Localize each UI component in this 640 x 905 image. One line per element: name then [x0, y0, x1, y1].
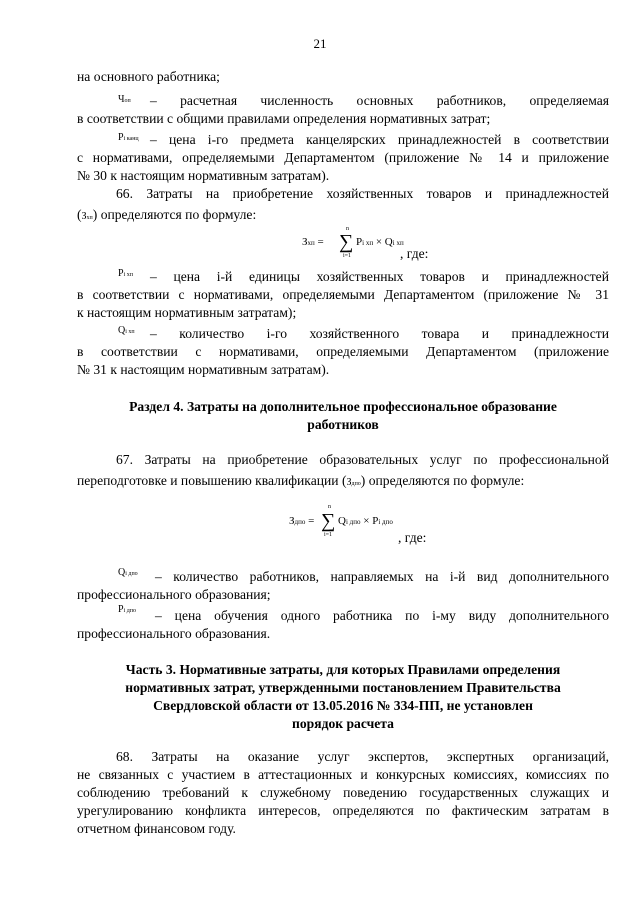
part-heading: порядок расчета [292, 716, 394, 731]
text-line: с нормативами, определяемыми Департаментом (приложение № 14 и приложение [77, 150, 609, 165]
p-kanc-symbol: Pi канц [118, 132, 139, 143]
sum-lower: i=1 [343, 253, 352, 259]
where-label: , где: [398, 530, 427, 545]
formula-66-terms: Pi хп × Qi хп [356, 236, 404, 248]
part-heading: Часть 3. Нормативные затраты, для которых Правилами определения [125, 662, 561, 677]
formula-66: Зхп = [302, 236, 324, 248]
p-hp-symbol: Pi хп [118, 268, 133, 279]
text-line: на основного работника; [77, 69, 220, 84]
formula-67-terms: Qi дпо × Pi дпо [338, 515, 393, 527]
text-line: 68. Затраты на оказание услуг экспертов, экспертных организаций, [116, 749, 609, 764]
text-line: – цена i-й единицы хозяйственных товаров и принадлежностей [150, 269, 609, 284]
text-line: – расчетная численность основных работников, определяемая [150, 93, 609, 108]
text-line: переподготовке и повышению квалификации (Здпо) определяются по формуле: [77, 473, 525, 488]
sum-upper: n [328, 504, 331, 510]
text-line: соблюдению требований к служебному поведению государственных служащих и [77, 785, 609, 800]
text-line: профессионального образования; [77, 587, 271, 602]
text-line: – цена обучения одного работника по i-му виду дополнительного [155, 608, 609, 623]
text-line: урегулированию конфликта интересов, определяются по фактическим затратам в [77, 803, 609, 818]
text-line: – цена i-го предмета канцелярских принадлежностей в соответствии [150, 132, 609, 147]
chop-symbol: Чоп [118, 94, 131, 105]
sigma-icon: ∑ [321, 510, 336, 532]
text-line: профессионального образования. [77, 626, 271, 641]
sigma-icon: ∑ [339, 231, 354, 253]
section-heading: Раздел 4. Затраты на дополнительное профессиональное образование [129, 399, 557, 414]
section-heading: работников [307, 417, 379, 432]
text-line: 67. Затраты на приобретение образовательных услуг по профессиональной [116, 452, 609, 467]
text-line: № 30 к настоящим нормативным затратам). [77, 168, 330, 183]
text-line: – количество i-го хозяйственного товара и принадлежности [150, 326, 609, 341]
sum-lower: i=1 [324, 532, 333, 538]
text-line: (Зхп) определяются по формуле: [77, 207, 257, 222]
text-line: не связанных с участием в аттестационных и конкурсных комиссиях, комиссиях по [77, 767, 609, 782]
text-line: № 31 к настоящим нормативным затратам). [77, 362, 330, 377]
text-line: в соответствии с общими правилами определения нормативных затрат; [77, 111, 491, 126]
text-line: к настоящим нормативным затратам); [77, 305, 297, 320]
text-line: – количество работников, направляемых на i-й вид дополнительного [155, 569, 609, 584]
page-number: 21 [313, 36, 327, 51]
q-dpo-symbol: Qi дпо [118, 567, 138, 578]
where-label: , где: [400, 246, 429, 261]
part-heading: нормативных затрат, утвержденными постановлением Правительства [125, 680, 561, 695]
text-line: 66. Затраты на приобретение хозяйственных товаров и принадлежностей [116, 186, 609, 201]
text-line: отчетном финансовом году. [77, 821, 236, 836]
p-dpo-symbol: Pi дпо [118, 604, 136, 615]
q-hp-symbol: Qi хп [118, 325, 135, 336]
text-line: в соответствии с нормативами, определяемыми Департаментом (приложение № 31 [77, 287, 609, 302]
part-heading: Свердловской области от 13.05.2016 № 334-ПП, не установлен [153, 698, 533, 713]
sum-upper: n [346, 226, 349, 232]
text-line: в соответствии с нормативами, определяемыми Департаментом (приложение [77, 344, 609, 359]
formula-67: Здпо = [289, 515, 315, 527]
